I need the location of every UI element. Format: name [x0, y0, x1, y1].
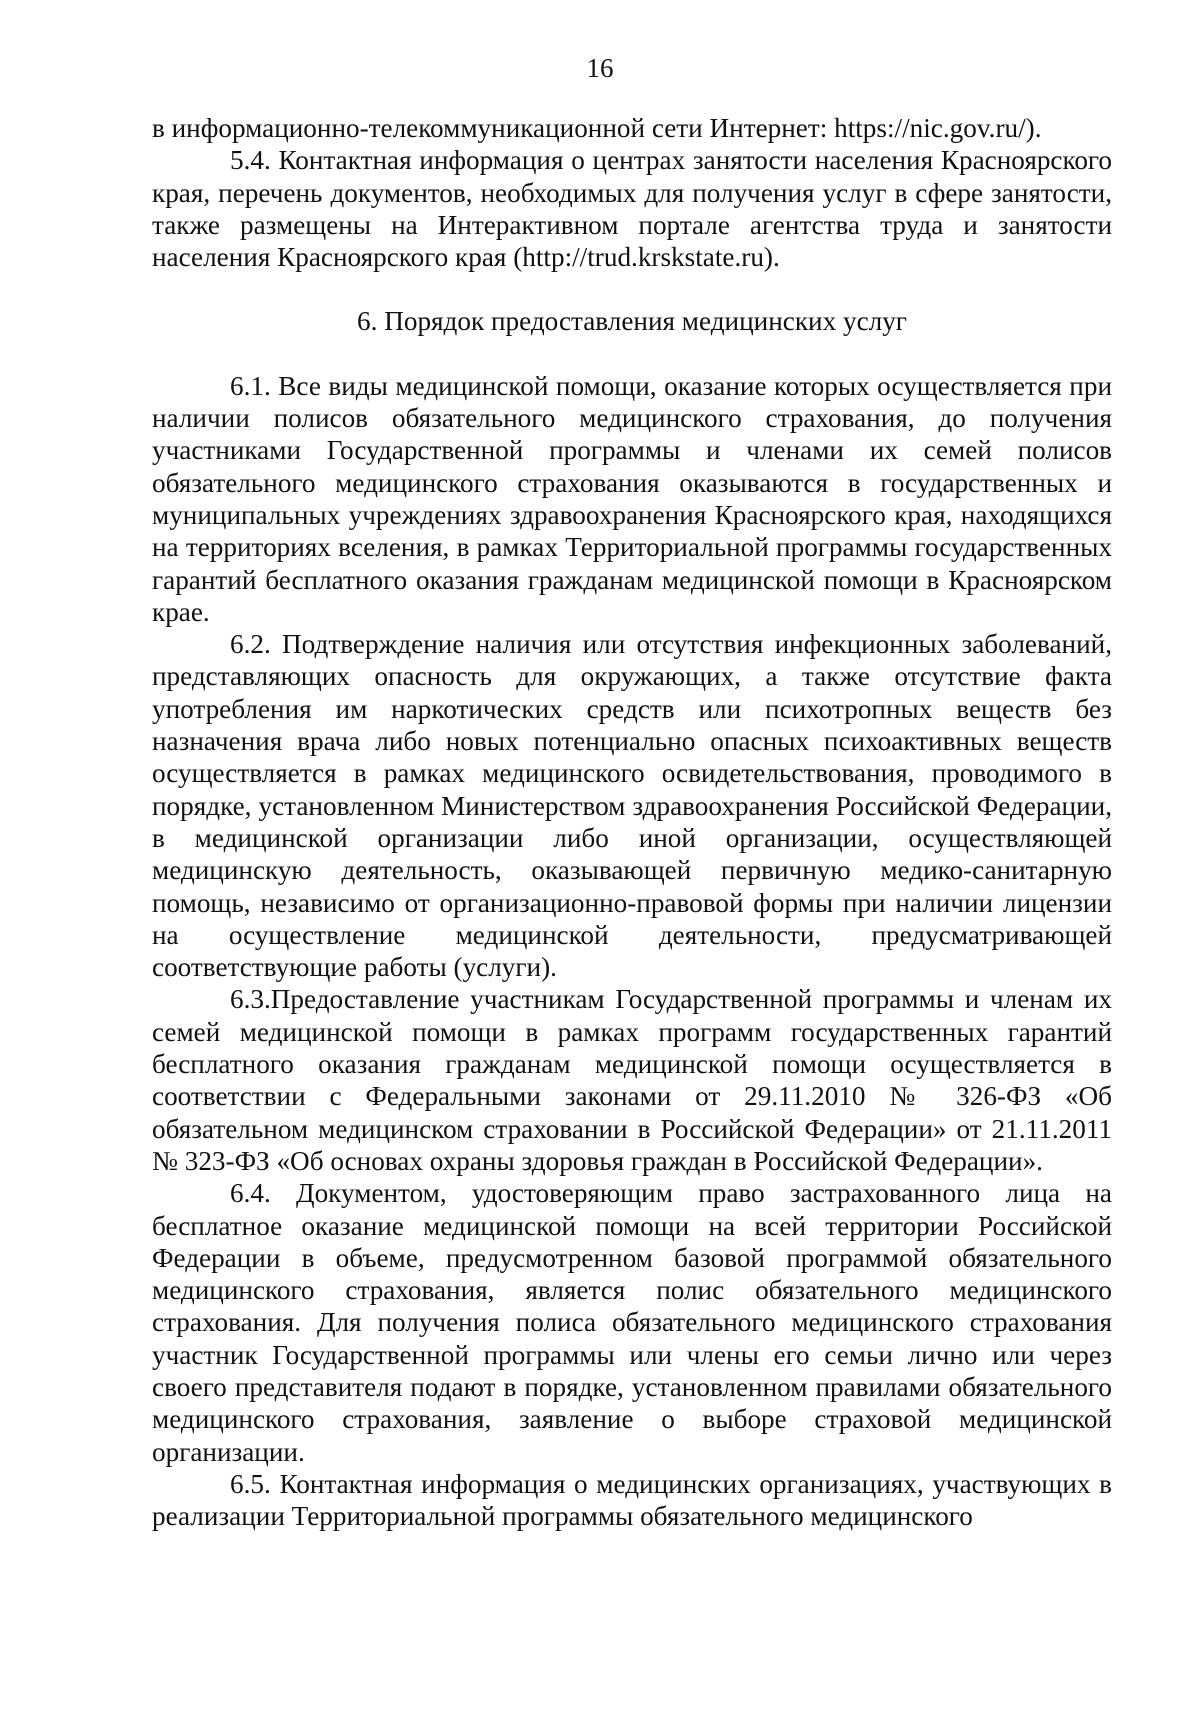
paragraph-6-2: 6.2. Подтверждение наличия или отсутствия инфекционных заболеваний, представляющих опасность для окружающих, а также отсутствие факта употребления им наркотических средств или психотропных веществ без назначения врача либо новых потенциально опасных психоактивных веществ осуществляется в рамках медицинского освидетельствования, проводимого в порядке, установленном Министерством здравоохранения Российской Федерации, в медицинской организации либо иной организации, осуществляющей медицинскую деятельность, оказывающей первичную медико-санитарную помощь, независимо от организационно-правовой формы при наличии лицензии на осуществление медицинской деятельности, предусматривающей соответствующие работы (услуги). [152, 629, 1112, 983]
paragraph-6-1: 6.1. Все виды медицинской помощи, оказание которых осуществляется при наличии полисов обязательного медицинского страхования, до получения участниками Государственной программы и членами их семей полисов обязательного медицинского страхования оказываются в государственных и муниципальных учреждениях здравоохранения Красноярского края, находящихся на территориях вселения, в рамках Территориальной программы государственных гарантий бесплатного оказания гражданам медицинской помощи в Красноярском крае. [152, 370, 1112, 627]
paragraph-6-3: 6.3.Предоставление участникам Государственной программы и членам их семей медицинской помощи в рамках программ государственных гарантий бесплатного оказания гражданам медицинской помощи осуществляется в соответствии с Федеральными законами от 29.11.2010 № 326-ФЗ «Об обязательном медицинском страховании в Российской Федерации» от 21.11.2011 № 323-ФЗ «Об основах охраны здоровья граждан в Российской Федерации». [152, 984, 1112, 1176]
paragraph-6-4: 6.4. Документом, удостоверяющим право застрахованного лица на бесплатное оказание медицинской помощи на всей территории Российской Федерации в объеме, предусмотренном базовой программой обязательного медицинского страхования, является полис обязательного медицинского страхования. Для получения полиса обязательного медицинского страхования участник Государственной программы или члены его семьи лично или через своего представителя подают в порядке, установленном правилами обязательного медицинского страхования, заявление о выборе страховой медицинской организации. [152, 1178, 1112, 1467]
page-number: 16 [586, 53, 614, 83]
document-body [152, 112, 1112, 1532]
paragraph-6-5: 6.5. Контактная информация о медицинских организациях, участвующих в реализации Территориальной программы обязательного медицинского [152, 1468, 1112, 1532]
paragraph-5-4: 5.4. Контактная информация о центрах занятости населения Красноярского края, перечень документов, необходимых для получения услуг в сфере занятости, также размещены на Интерактивном портале агентства труда и занятости населения Красноярского края (http://trud.krskstate.ru). [152, 145, 1112, 273]
paragraph-continuation: в информационно-телекоммуникационной сети Интернет: https://nic.gov.ru/). [152, 113, 1042, 143]
section-heading-6: 6. Порядок предоставления медицинских услуг [357, 306, 907, 337]
